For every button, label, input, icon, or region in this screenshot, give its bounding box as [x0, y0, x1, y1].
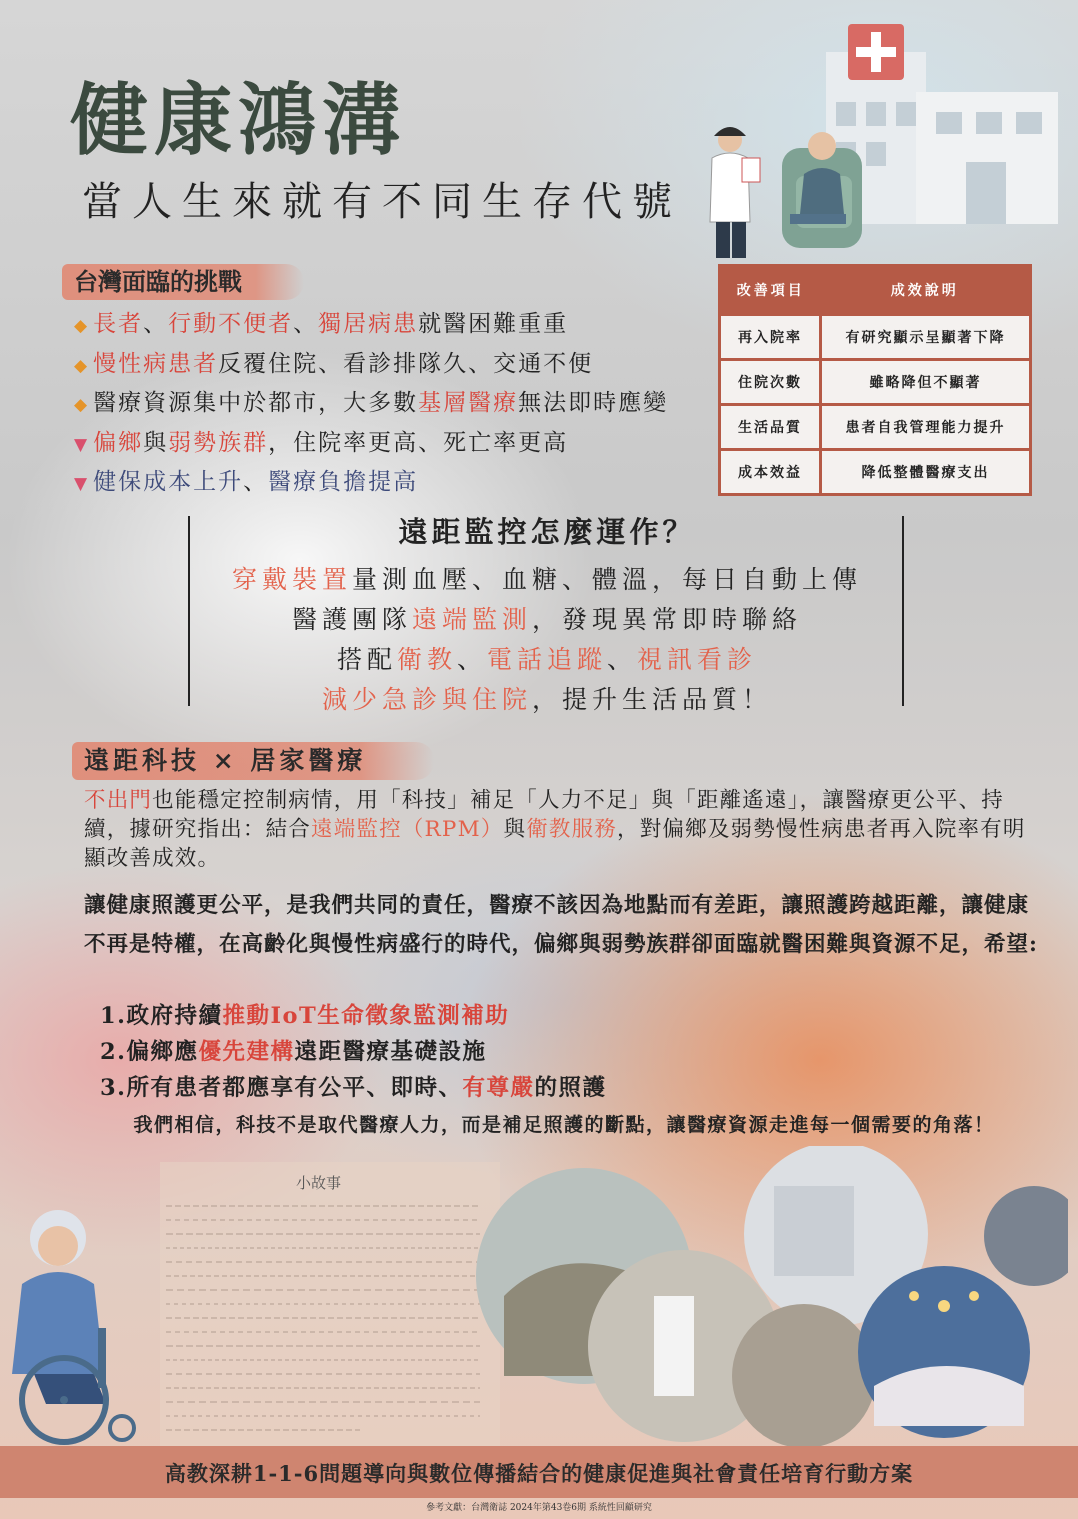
challenge-item: [74, 464, 714, 504]
footer-text: 高教深耕1-1-6問題導向與數位傳播結合的健康促進與社會責任培育行動方案: [164, 1461, 914, 1486]
text-run: 3.所有患者都應享有公平、即時、: [100, 1075, 463, 1101]
table-cell-item: 再入院率: [720, 315, 821, 360]
text-run: 長者: [93, 311, 144, 337]
text-run: 視訊看診: [637, 645, 758, 674]
reference-text: 參考文獻：台灣衛誌 2024年第43卷6期 系統性回顧研究: [426, 1503, 652, 1513]
challenges-list: [74, 306, 714, 504]
diamond-bullet-icon: ◆: [74, 395, 90, 415]
table-header-item: 改善項目: [736, 283, 805, 299]
how-line-2: [190, 600, 904, 636]
story-text-texture: [160, 1196, 490, 1446]
text-run: 遠距醫療基礎設施: [294, 1039, 487, 1065]
text-run: 衛教: [396, 645, 457, 674]
text-run: 1.政府持續: [100, 1003, 223, 1029]
text-run: 、: [607, 645, 638, 674]
how-line-1: [190, 560, 904, 596]
diamond-bullet-icon: ◆: [74, 316, 90, 336]
text-run: ，發現異常即時聯絡: [532, 605, 803, 634]
challenge-item: [74, 346, 714, 386]
text-run: 推動IoT生命徵象監測補助: [222, 1003, 510, 1029]
text-run: 健保成本上升: [93, 469, 244, 495]
doctor-patient-illustration: [706, 118, 876, 262]
text-run: 弱勢族群: [168, 429, 269, 456]
text-run: 也能穩定控制病情，用「科技」補足「人力不足」與「距離遙遠」，讓醫療更公平、持續，據研究指出：結合: [84, 788, 1004, 842]
challenge-item: [74, 306, 714, 346]
story-title: 小故事: [296, 1174, 342, 1192]
text-run: 量測血壓、血糖、體溫，每日自動上傳: [352, 565, 863, 594]
table-row: [720, 450, 1031, 495]
text-run: 偏鄉: [93, 429, 144, 456]
table-cell-item: 生活品質: [720, 405, 821, 450]
how-line-3: [190, 640, 904, 676]
tech-heading: 遠距科技 × 居家醫療: [72, 742, 434, 780]
belief-statement: 我們相信，科技不是取代醫療人力，而是補足照護的斷點，讓醫療資源走進每一個需要的角落！: [133, 1114, 995, 1136]
text-run: 無法即時應變: [518, 390, 669, 416]
table-cell-desc: 雖略降但不顯著: [821, 360, 1031, 405]
text-run: 醫護團隊: [291, 605, 412, 634]
hope-item: [100, 1070, 607, 1106]
diamond-bullet-icon: ◆: [74, 355, 90, 376]
text-run: 減少急診與住院: [321, 685, 532, 714]
table-cell-desc: 降低整體醫療支出: [821, 450, 1031, 495]
text-run: 的照護: [534, 1075, 607, 1101]
outcomes-table: [718, 264, 1032, 496]
challenges-heading: 台灣面臨的挑戰: [62, 264, 304, 300]
table-header-row: [720, 266, 1031, 315]
text-run: 反覆住院、看診排隊久、交通不便: [218, 350, 594, 377]
text-run: 、: [293, 311, 319, 337]
challenge-item: [74, 385, 714, 425]
text-run: 、: [143, 311, 169, 337]
text-run: 醫療資源集中於都市，大多數: [93, 390, 419, 416]
text-run: 與: [503, 817, 527, 842]
how-line-4: [190, 680, 904, 716]
text-run: ，對偏鄉及弱勢慢性病患者再入院率有明顯改善成效。: [84, 817, 1026, 871]
how-it-works-title: 遠距監控怎麼運作？: [398, 515, 696, 549]
tech-paragraph: [84, 786, 1044, 873]
hope-item: [100, 1034, 607, 1070]
text-run: 電話追蹤: [487, 645, 608, 674]
table-cell-desc: 有研究顯示呈顯著下降: [821, 315, 1031, 360]
triangle-bullet-icon: ▼: [74, 434, 90, 455]
table-header-desc: 成效說明: [890, 283, 959, 299]
text-run: 優先建構: [198, 1039, 295, 1065]
text-run: 有尊嚴: [462, 1075, 535, 1101]
text-run: ，提升生活品質！: [532, 685, 773, 714]
hopes-list: [100, 998, 607, 1106]
text-run: 遠端監測: [411, 605, 532, 634]
text-run: 基層醫療: [418, 390, 519, 416]
text-run: 醫療負擔提高: [268, 469, 419, 495]
triangle-bullet-icon: ▼: [74, 474, 90, 494]
wheelchair-elder-illustration: [4, 1188, 148, 1446]
text-run: 、: [243, 469, 269, 495]
care-paragraph: 讓健康照護更公平，是我們共同的責任，醫療不該因為地點而有差距，讓照護跨越距離，讓健康不再是特權，在高齡化與慢性病盛行的時代，偏鄉與弱勢族群卻面臨就醫困難與資源不足，希望:: [84, 893, 1038, 957]
poster-subtitle: 當人生來就有不同生存代號: [82, 179, 682, 225]
text-run: 行動不便者: [168, 311, 294, 337]
text-run: 與: [143, 429, 169, 456]
text-run: ，住院率更高、死亡率更高: [268, 429, 569, 456]
text-run: 就醫困難重重: [418, 311, 569, 337]
table-row: [720, 315, 1031, 360]
poster-title: 健康鴻溝: [70, 75, 407, 166]
table-row: [720, 405, 1031, 450]
table-row: [720, 360, 1031, 405]
text-run: 獨居病患: [318, 311, 419, 337]
text-run: 搭配: [336, 645, 397, 674]
challenge-item: [74, 425, 714, 465]
text-run: 衛教服務: [526, 817, 618, 842]
story-handwriting-texture: [160, 1196, 490, 1446]
hope-item: [100, 998, 607, 1034]
text-run: 遠端監控（RPM）: [311, 817, 504, 842]
table-cell-desc: 患者自我管理能力提升: [821, 405, 1031, 450]
photo-collage: [474, 1146, 1068, 1446]
table-cell-item: 成本效益: [720, 450, 821, 495]
text-run: 2.偏鄉應: [100, 1039, 199, 1065]
text-run: 、: [456, 645, 487, 674]
text-run: 穿戴裝置: [231, 565, 352, 594]
text-run: 慢性病患者: [93, 350, 219, 377]
text-run: 不出門: [84, 788, 153, 813]
table-cell-item: 住院次數: [720, 360, 821, 405]
